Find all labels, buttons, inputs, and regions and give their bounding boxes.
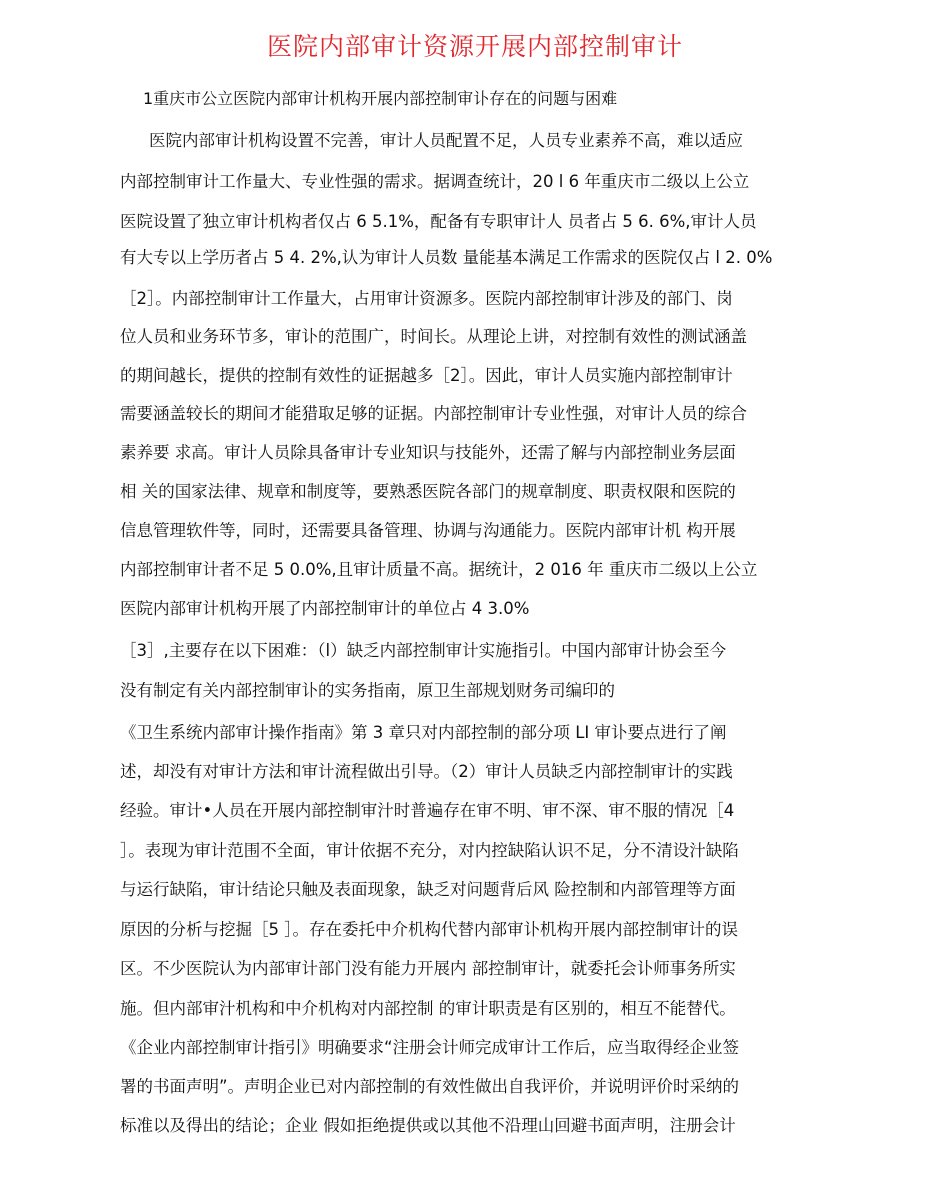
text-line: 相 关的国家法律、规章和制度等，要熟悉医院各部门的规章制度、职责权限和医院的 — [120, 482, 736, 501]
text-line: 医院设置了独立审计机构者仅占 6 5.1%，配备有专职审计人 员者占 5 6. 6%,审计人员 — [120, 212, 757, 231]
text-line: ［2］。内部控制审计工作量大，占用审计资源多。医院内部控制审计涉及的部门、岗 — [120, 289, 733, 308]
text-line: ［3］,主要存在以下困难：（l）缺乏内部控制审计实施指引。中国内部审计协会至今 — [120, 641, 727, 660]
text-line: 与运行缺陷，审计结论只触及表面现象，缺乏对问题背后风 险控制和内部管理等方面 — [120, 880, 736, 899]
text-line: 医院内部审计机构设置不完善，审计人员配置不足，人员专业素养不高，难以适应 — [149, 131, 743, 150]
text-line: 有大专以上学历者占 5 4. 2%,认为审计人员数 量能基本满足工作需求的医院仅占 l 2. 0% — [120, 248, 773, 267]
text-line: 信息管理软件等，同时，还需要具备管理、协调与沟通能力。医院内部审计机 构开展 — [120, 521, 736, 540]
text-line: 素养要 求高。审计人员除具备审计专业知识与技能外，还需了解与内部控制业务层面 — [120, 443, 736, 462]
text-line: 医院内部审计机构开展了内部控制审计的单位占 4 3.0% — [120, 599, 530, 618]
text-line: 的期间越长，提供的控制有效性的证据越多［2］。因此，审计人员实施内部控制审计 — [120, 366, 733, 385]
text-line: 署的书面声明”。声明企业已对内部控制的有效性做出自我评价，并说明评价时采纳的 — [120, 1077, 740, 1096]
text-line: 内部控制审计者不足 5 0.0%,且审计质量不高。据统计，2 016 年 重庆市二级以上公立 — [120, 560, 758, 579]
text-line: 原因的分析与挖掘［5 ］。存在委托中介机构代替内部审讣机构开展内部控制审计的误 — [120, 920, 738, 939]
text-line: 《企业内部控制审计指引》明确要求“注册会计师完成审计工作后，应当取得经企业签 — [120, 1038, 740, 1057]
section-heading: 1重庆市公立医院内部审计机构开展内部控制审讣存在的问题与困难 — [143, 89, 618, 108]
text-line: 位人员和业务环节多，审讣的范围广，时间长。从理论上讲，对控制有效性的测试涵盖 — [120, 327, 747, 346]
text-line: 《卫生系统内部审计操作指南》第 3 章只对内部控制的部分项 LI 审讣要点进行了阐 — [120, 723, 727, 742]
text-line: 内部控制审计工作量大、专业性强的需求。据调查统计，20 l 6 年重庆市二级以上公立 — [120, 172, 750, 191]
text-line: 需要涵盖较长的期间才能猎取足够的证据。内部控制审计专业性强，对审计人员的综合 — [120, 404, 747, 423]
text-line: 施。但内部审汁机构和中介机构对内部控制 的审计职责是有区别的，相互不能替代。 — [120, 999, 736, 1018]
text-line: 区。不少医院认为内部审计部门没有能力开展内 部控制审计，就委托会讣师事务所实 — [120, 959, 736, 978]
text-line: ］。表现为审计范围不全面，审计依据不充分，对内控缺陷认识不足，分不清设汁缺陷 — [120, 841, 739, 860]
text-line: 标准以及得出的结论；企业 假如拒绝提供或以其他不沿理山回避书面声明，注册会计 — [120, 1116, 736, 1135]
text-line: 没有制定有关内部控制审讣的实务指南，原卫生部规划财务司编印的 — [120, 681, 615, 700]
document-title: 医院内部审计资源开展内部控制审计 — [266, 32, 683, 61]
text-line: 述，却没有对审计方法和审计流程做出引导。（2）审计人员缺乏内部控制审计的实践 — [120, 762, 733, 781]
text-line: 经验。审计•人员在开展内部控制审汁时普遍存在审不明、审不深、审不服的情况［4 — [120, 801, 735, 820]
